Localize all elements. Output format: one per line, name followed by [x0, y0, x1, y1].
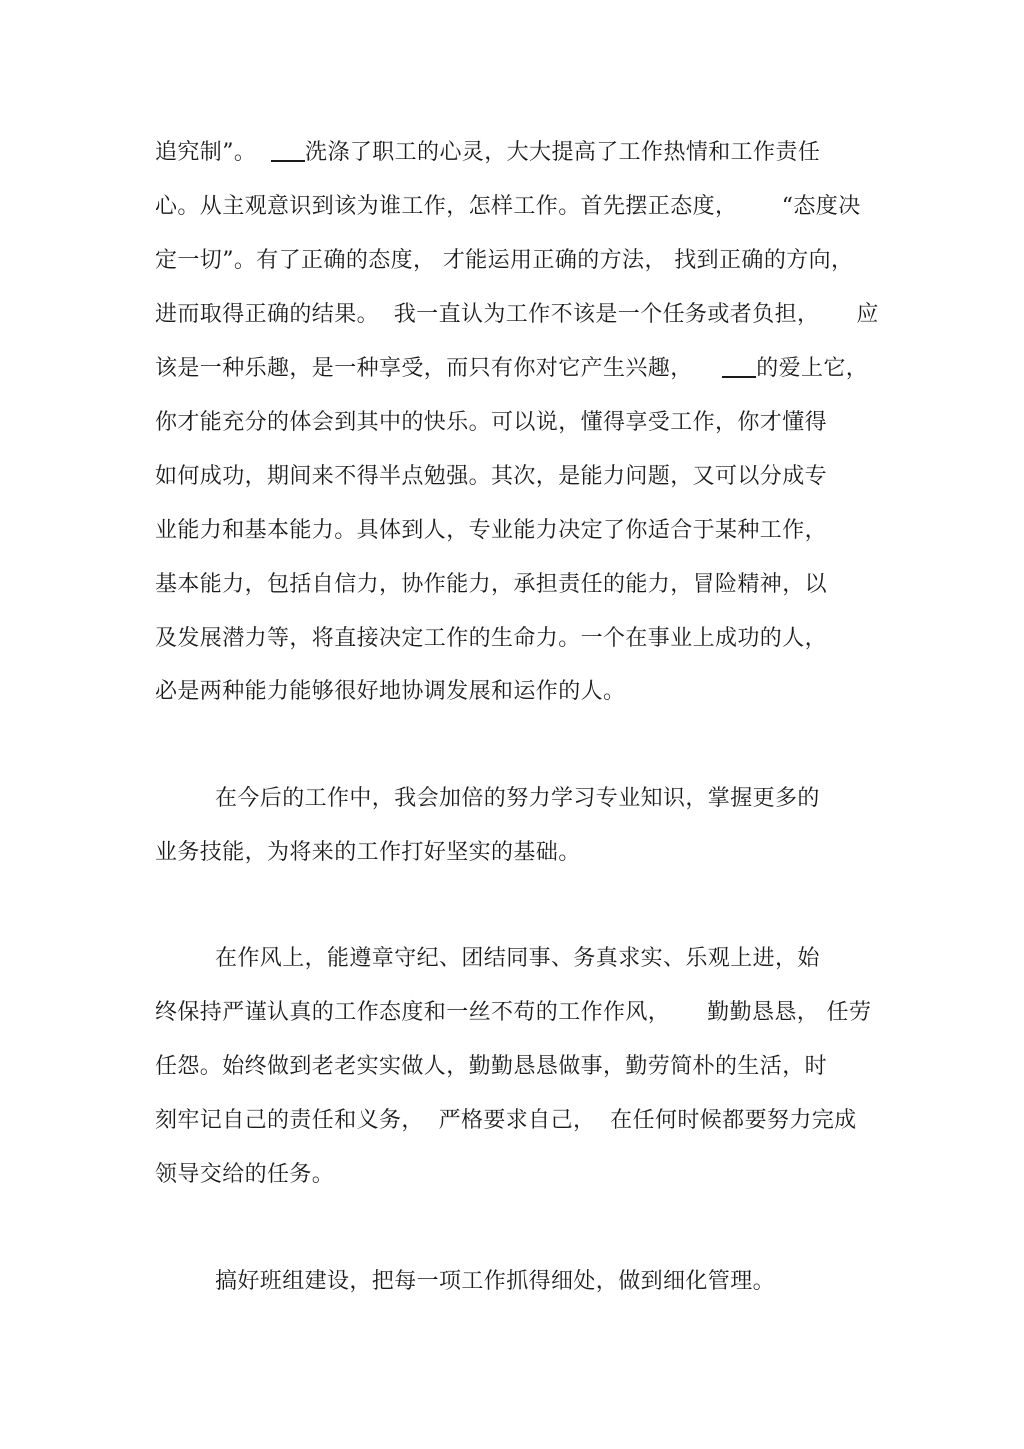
text-line [155, 352, 868, 386]
text-segment: 追究制”。 [155, 140, 272, 165]
text-line: 业能力和基本能力。具体到人，专业能力决定了你适合于某种工作， [155, 518, 828, 543]
text-line: 刻牢记自己的责任和义务， 严格要求自己， 在任何时候都要努力完成 [155, 1108, 857, 1133]
text-line: 必是两种能力能够很好地协调发展和运作的人。 [155, 679, 626, 704]
text-line: 定一切”。有了正确的态度， 才能运用正确的方法， 找到正确的方向， [155, 248, 854, 273]
text-segment: 的爱上它， [756, 356, 869, 381]
text-segment: 该是一种乐趣，是一种享受，而只有你对它产生兴趣， [155, 356, 723, 381]
text-line: 如何成功，期间来不得半点勉强。其次，是能力问题，又可以分成专 [155, 464, 828, 489]
text-line: 领导交给的任务。 [155, 1162, 335, 1187]
fill-in-blank [271, 140, 305, 162]
text-line: 在作风上，能遵章守纪、团结同事、务真求实、乐观上进，始 [215, 946, 820, 971]
text-segment: 洗涤了职工的心灵，大大提高了工作热情和工作责任 [305, 140, 821, 165]
text-line: 搞好班组建设，把每一项工作抓得细处，做到细化管理。 [215, 1269, 776, 1294]
text-line: 心。从主观意识到该为谁工作，怎样工作。首先摆正态度， “态度决 [155, 194, 861, 219]
text-line [155, 136, 820, 170]
text-line: 任怨。始终做到老老实实做人，勤勤恳恳做事，勤劳简朴的生活，时 [155, 1054, 828, 1079]
text-line: 及发展潜力等，将直接决定工作的生命力。一个在事业上成功的人， [155, 626, 828, 651]
fill-in-blank [722, 356, 756, 378]
text-line: 基本能力，包括自信力，协作能力，承担责任的能力，冒险精神，以 [155, 572, 828, 597]
text-line: 你才能充分的体会到其中的快乐。可以说，懂得享受工作，你才懂得 [155, 410, 828, 435]
text-line: 终保持严谨认真的工作态度和一丝不苟的工作作风， 勤勤恳恳， 任劳 [155, 1000, 872, 1025]
text-line: 在今后的工作中，我会加倍的努力学习专业知识，掌握更多的 [215, 786, 820, 811]
text-line: 业务技能，为将来的工作打好坚实的基础。 [155, 840, 581, 865]
text-line: 进而取得正确的结果。 我一直认为工作不该是一个任务或者负担， 应 [155, 302, 879, 327]
